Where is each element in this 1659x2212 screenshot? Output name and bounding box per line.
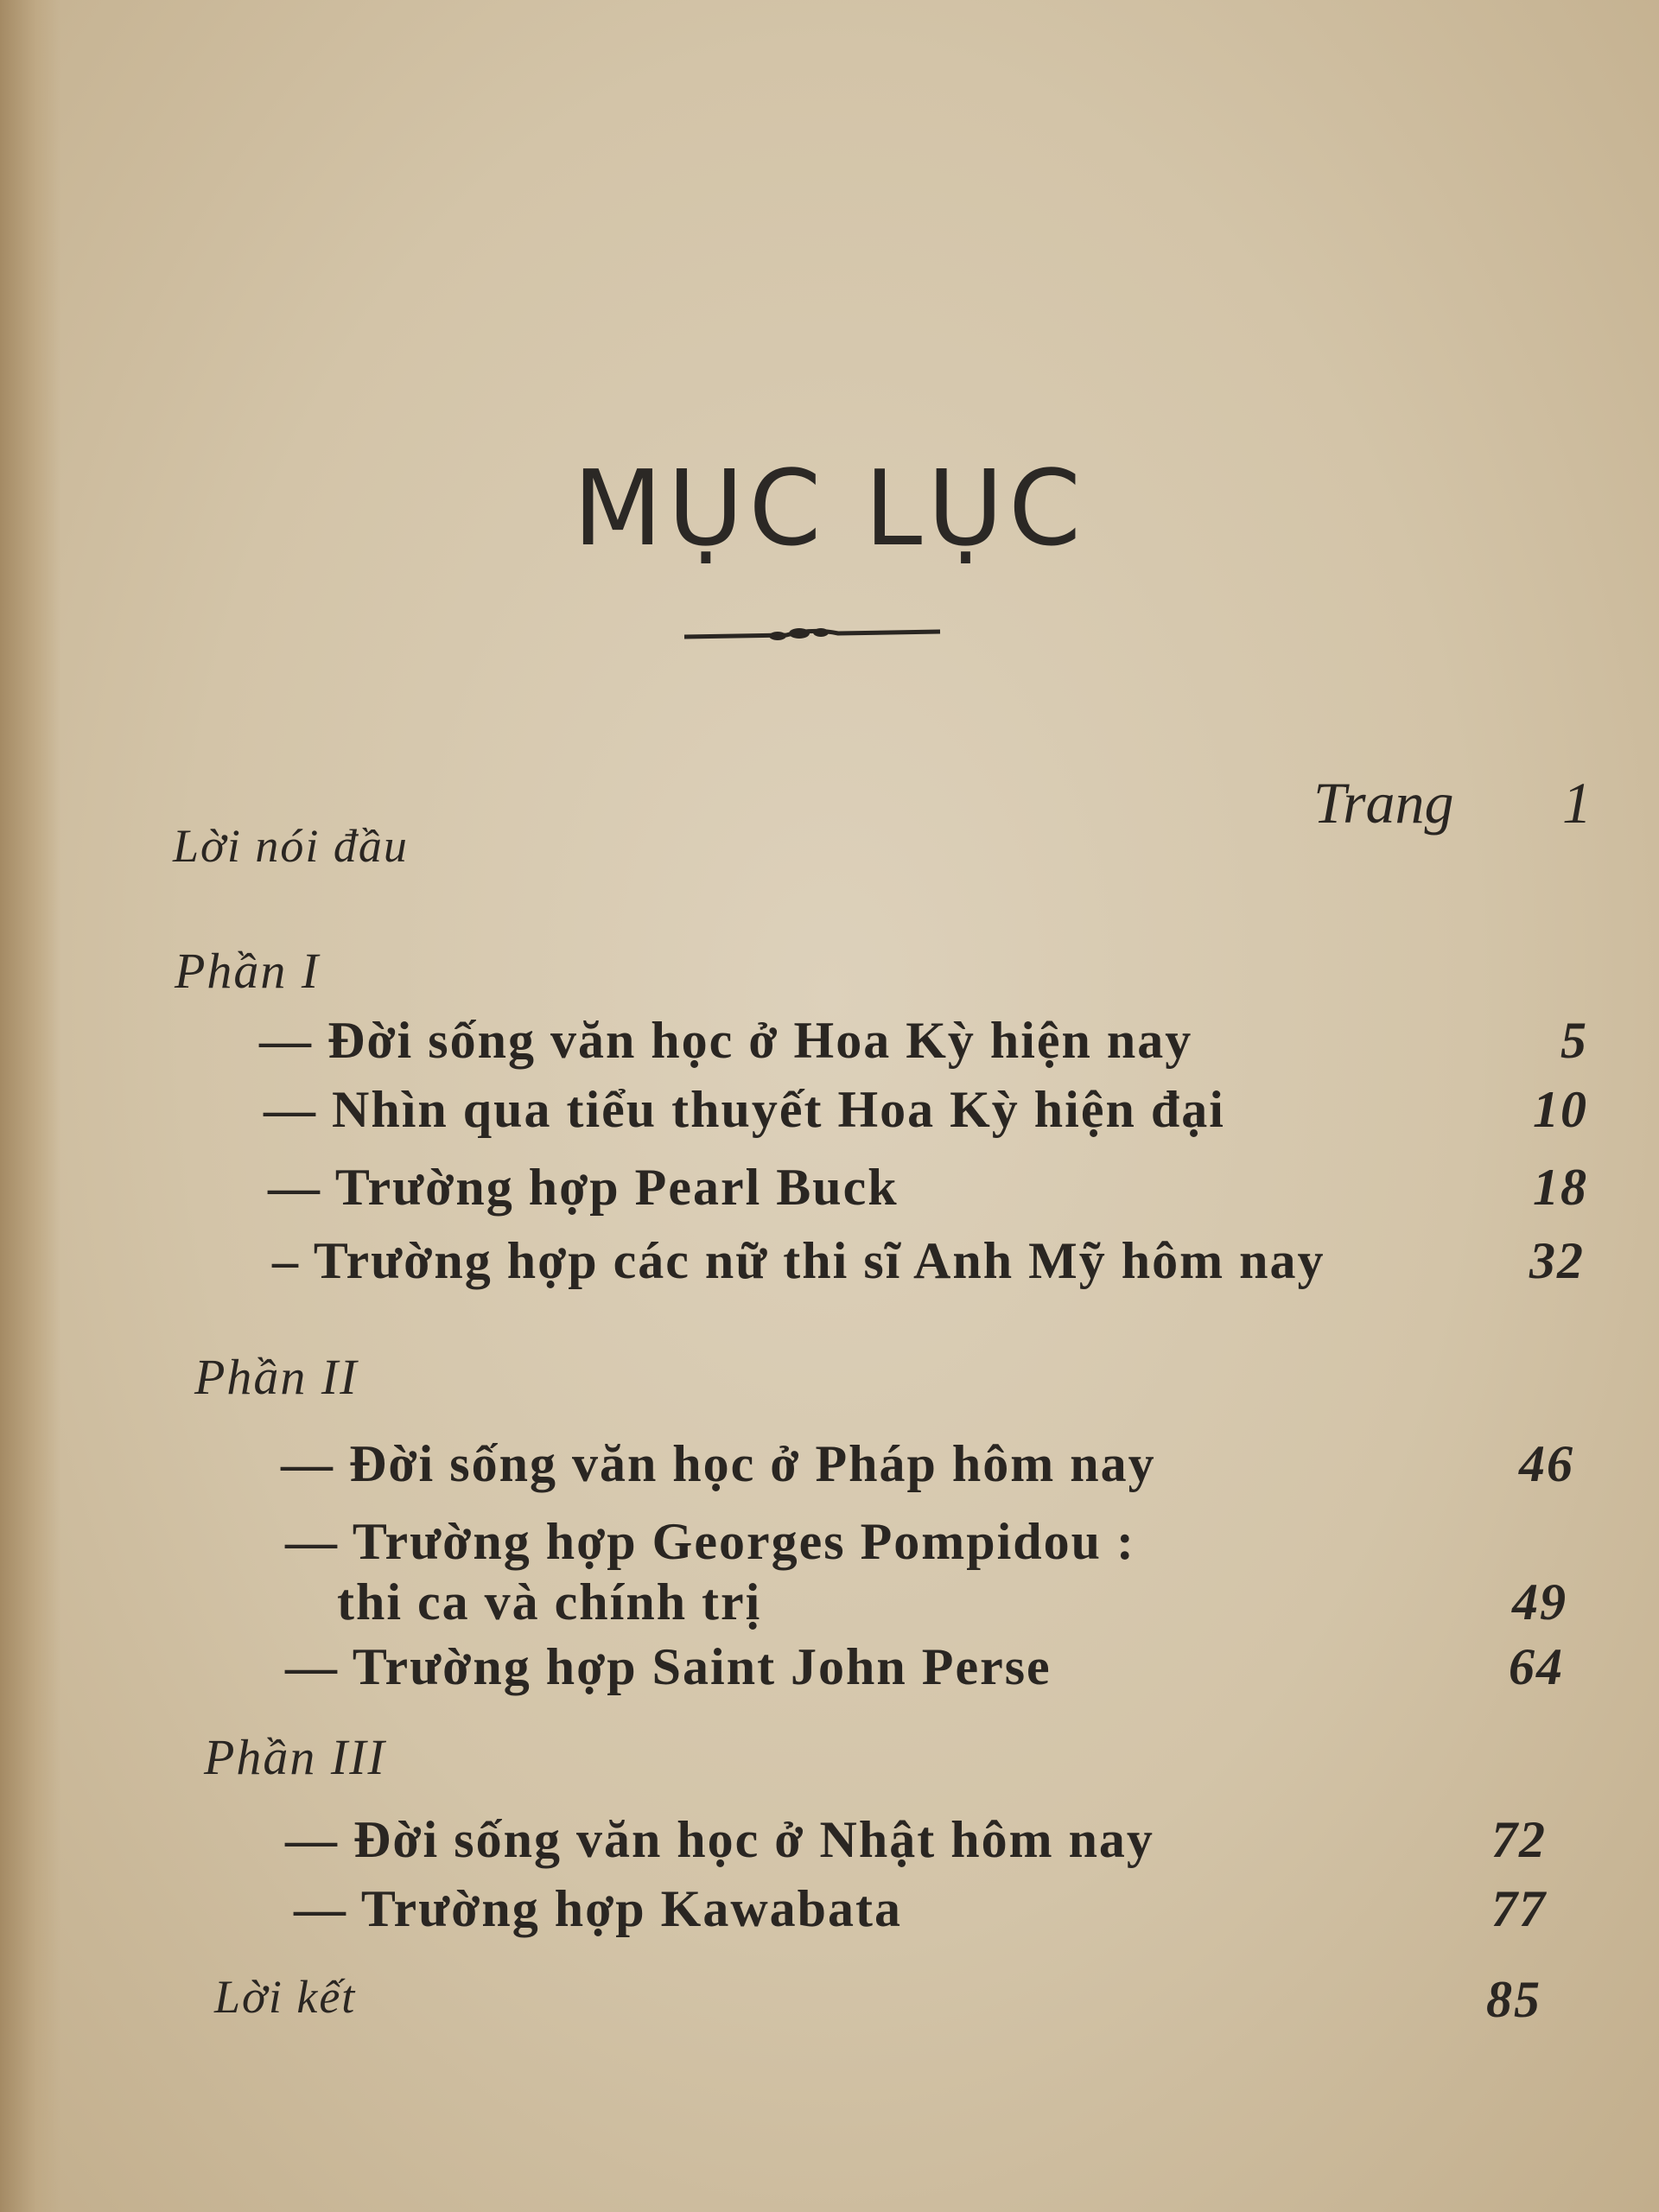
toc-entry-page: 49 (1512, 1573, 1567, 1630)
toc-entry (0, 1434, 1659, 1503)
toc-entry-page: 46 (1519, 1435, 1574, 1492)
toc-entry (0, 1879, 1659, 1948)
toc-entry-label: Lời nói đầu (173, 820, 409, 872)
toc-entry-continued (0, 1573, 1659, 1642)
toc-entry-label: — Trường hợp Pearl Buck (268, 1159, 899, 1216)
toc-entry (0, 1231, 1659, 1300)
title-ornament-divider (683, 618, 942, 652)
section-heading-part-1 (0, 942, 1659, 1011)
toc-entry-page: 77 (1491, 1880, 1547, 1937)
preface-page-number: 1 (1562, 770, 1592, 836)
section-heading-label: Phần III (204, 1729, 386, 1785)
toc-entry-label-line-2: thi ca và chính trị (337, 1573, 762, 1630)
section-heading-label: Phần I (175, 943, 321, 999)
section-heading-part-3 (0, 1728, 1659, 1797)
page-title: MỤC LỤC (573, 449, 1086, 569)
toc-entry (0, 1512, 1659, 1581)
toc-entry-label: — Trường hợp Saint John Perse (285, 1638, 1052, 1695)
toc-entry-page: 18 (1533, 1159, 1588, 1216)
toc-entry-label: — Đời sống văn học ở Nhật hôm nay (285, 1811, 1154, 1868)
toc-entry-preface (0, 819, 1659, 888)
toc-entry-page: 72 (1491, 1811, 1547, 1868)
toc-entry-label: — Đời sống văn học ở Hoa Kỳ hiện nay (259, 1012, 1193, 1069)
toc-entry-label: — Trường hợp Georges Pompidou : (285, 1513, 1135, 1570)
toc-entry (0, 1011, 1659, 1080)
toc-entry-page: 10 (1533, 1081, 1588, 1138)
toc-entry (0, 1158, 1659, 1227)
section-heading-label: Phần II (194, 1349, 359, 1405)
toc-entry (0, 1810, 1659, 1879)
toc-entry-page: 5 (1560, 1012, 1588, 1069)
toc-entry-label: Lời kết (214, 1971, 357, 2023)
toc-entry (0, 1080, 1659, 1149)
toc-entry-label: – Trường hợp các nữ thi sĩ Anh Mỹ hôm nay (272, 1232, 1325, 1289)
toc-entry-page: 32 (1529, 1232, 1585, 1289)
toc-entry-label: — Nhìn qua tiểu thuyết Hoa Kỳ hiện đại (264, 1081, 1225, 1138)
trang-label: Trang (1313, 770, 1454, 836)
toc-entry-page: 85 (1486, 1971, 1541, 2028)
section-heading-part-2 (0, 1348, 1659, 1417)
toc-entry-page: 64 (1509, 1638, 1564, 1695)
toc-entry-label: — Trường hợp Kawabata (294, 1880, 903, 1937)
toc-entry-label: — Đời sống văn học ở Pháp hôm nay (281, 1435, 1156, 1492)
toc-entry-epilogue (0, 1970, 1659, 2039)
toc-entry (0, 1637, 1659, 1707)
